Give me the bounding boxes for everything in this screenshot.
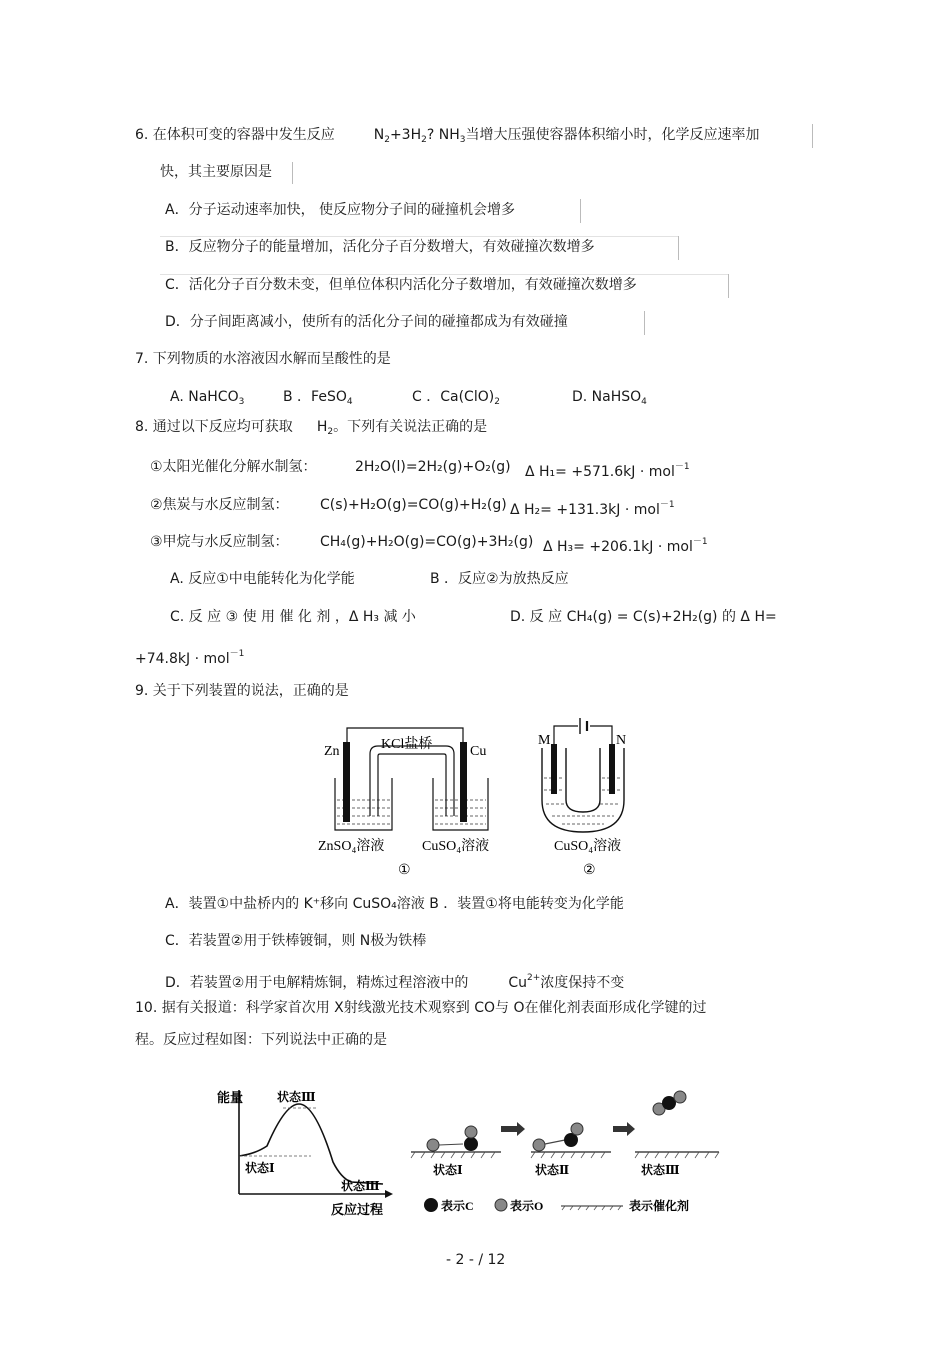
state-1-level-label: 状态Ⅰ: [245, 1161, 275, 1175]
legend-c: 表示C: [441, 1199, 474, 1213]
q8-reaction2-equation: C(s)+H₂O(g)=CO(g)+H₂(g): [320, 497, 507, 513]
q8-reaction1-enthalpy: Δ H₁= +571.6kJ · mol$^{-1}$: [525, 462, 690, 480]
q10-stem-line1: 10. 据有关报道：科学家首次用 X射线激光技术观察到 CO与 O在催化剂表面形成化学键的过: [135, 1000, 707, 1016]
legend-o: 表示O: [510, 1199, 544, 1213]
q8-reaction3-enthalpy: Δ H₃= +206.1kJ · mol$^{-1}$: [543, 537, 708, 555]
fig-number-1: ①: [398, 863, 411, 878]
q8-option-d-cont: +74.8kJ · mol$^{-1}$: [135, 649, 245, 667]
state-3-level-label: 状态Ⅲ: [341, 1179, 380, 1193]
energy-axis-label: 能量: [217, 1090, 244, 1105]
margin-rule: [728, 274, 729, 298]
q10-reaction-figure: [215, 1082, 725, 1222]
q6-equation-n2: N: [373, 127, 385, 143]
q8-stem: 8. 通过以下反应均可获取 $H_2$。下列有关说法正确的是: [135, 419, 488, 437]
q6-stem-prefix: 6. 在体积可变的容器中发生反应: [135, 127, 335, 143]
znso4-label: ZnSO₄溶液: [318, 839, 385, 854]
legend-catalyst: 表示催化剂: [629, 1199, 690, 1213]
q6-option-d: D．分子间距离减小，使所有的活化分子间的碰撞都成为有效碰撞: [165, 314, 568, 330]
fig-number-2: ②: [583, 863, 596, 878]
cuso4-label-1: CuSO₄溶液: [422, 839, 490, 854]
state-2-label: 状态Ⅱ: [535, 1163, 570, 1177]
q8-reaction2-enthalpy: Δ H₂= +131.3kJ · mol$^{-1}$: [510, 500, 675, 518]
q7-option-b: B ．FeSO$_4$: [283, 389, 353, 407]
m-label: M: [538, 733, 551, 748]
cu-label: Cu: [470, 744, 487, 759]
state-3-label: 状态Ⅲ: [641, 1163, 680, 1177]
q6-stem-line1: 6. 在体积可变的容器中发生反应 $N_2+3H_2$? $NH_3$当增大压强使容器体积缩小时，化学反应速率加: [135, 127, 760, 145]
kcl-label: KCl盐桥: [381, 737, 433, 752]
q9-option-ab: A．装置①中盐桥内的 K⁺移向 CuSO₄溶液 B ．装置①将电能转变为化学能: [165, 896, 624, 912]
q6-option-c: C．活化分子百分数未变，但单位体积内活化分子数增加，有效碰撞次数增多: [165, 277, 637, 293]
q7-option-a: A. NaHCO$_3$: [170, 389, 245, 407]
state-1-label: 状态Ⅰ: [433, 1163, 463, 1177]
q6-option-a: A．分子运动速率加快， 使反应物分子间的碰撞机会增多: [165, 202, 516, 218]
margin-rule: [812, 124, 813, 148]
q6-stem-suffix: 当增大压强使容器体积缩小时，化学反应速率加: [465, 127, 760, 143]
q7-stem: 7. 下列物质的水溶液因水解而呈酸性的是: [135, 351, 391, 367]
q7-option-c: C ．$Ca(ClO)_2$: [412, 389, 500, 407]
q8-option-c: C. 反 应 ③ 使 用 催 化 剂 ，Δ H₃ 减 小: [170, 609, 416, 625]
q8-reaction3-label: ③甲烷与水反应制氢：: [150, 534, 289, 550]
state-3-peak-label: 状态Ⅲ: [277, 1090, 316, 1104]
q6-stem-line2: 快，其主要原因是: [160, 164, 272, 180]
q8-option-b: B ．反应②为放热反应: [430, 571, 569, 587]
q6-equation-h2: +3H: [389, 127, 422, 143]
reaction-progress-label: 反应过程: [331, 1202, 384, 1217]
q8-option-a: A. 反应①中电能转化为化学能: [170, 571, 355, 587]
margin-rule: [292, 162, 293, 184]
q9-apparatus-figure: [310, 712, 670, 882]
q7-option-d: D. NaHSO$_4$: [572, 389, 647, 407]
q8-reaction2-label: ②焦炭与水反应制氢：: [150, 497, 289, 513]
q6-equation-nh3: ? NH: [426, 127, 460, 143]
cuso4-label-2: CuSO₄溶液: [554, 839, 622, 854]
q9-option-c: C．若装置②用于铁棒镀铜，则 N极为铁棒: [165, 933, 427, 949]
margin-rule: [644, 311, 645, 335]
q10-stem-line2: 程。反应过程如图：下列说法中正确的是: [135, 1032, 387, 1048]
q8-reaction3-equation: CH₄(g)+H₂O(g)=CO(g)+3H₂(g): [320, 534, 534, 550]
n-label: N: [616, 733, 627, 748]
zn-label: Zn: [324, 744, 340, 759]
margin-rule: [678, 236, 679, 260]
q8-reaction1-equation: 2H₂O(l)=2H₂(g)+O₂(g): [355, 459, 511, 475]
q9-option-d: D．若装置②用于电解精炼铜，精炼过程溶液中的 $Cu^{2+}$浓度保持不变: [165, 973, 625, 991]
q9-stem: 9. 关于下列装置的说法，正确的是: [135, 683, 349, 699]
q8-option-d: D. 反 应 CH₄(g) = C(s)+2H₂(g) 的 Δ H=: [510, 609, 777, 625]
q6-option-b: B．反应物分子的能量增加，活化分子百分数增大，有效碰撞次数增多: [165, 239, 595, 255]
margin-rule: [580, 199, 581, 223]
q8-reaction1-label: ①太阳光催化分解水制氢：: [150, 459, 317, 475]
page-number: - 2 - / 12: [446, 1252, 506, 1268]
